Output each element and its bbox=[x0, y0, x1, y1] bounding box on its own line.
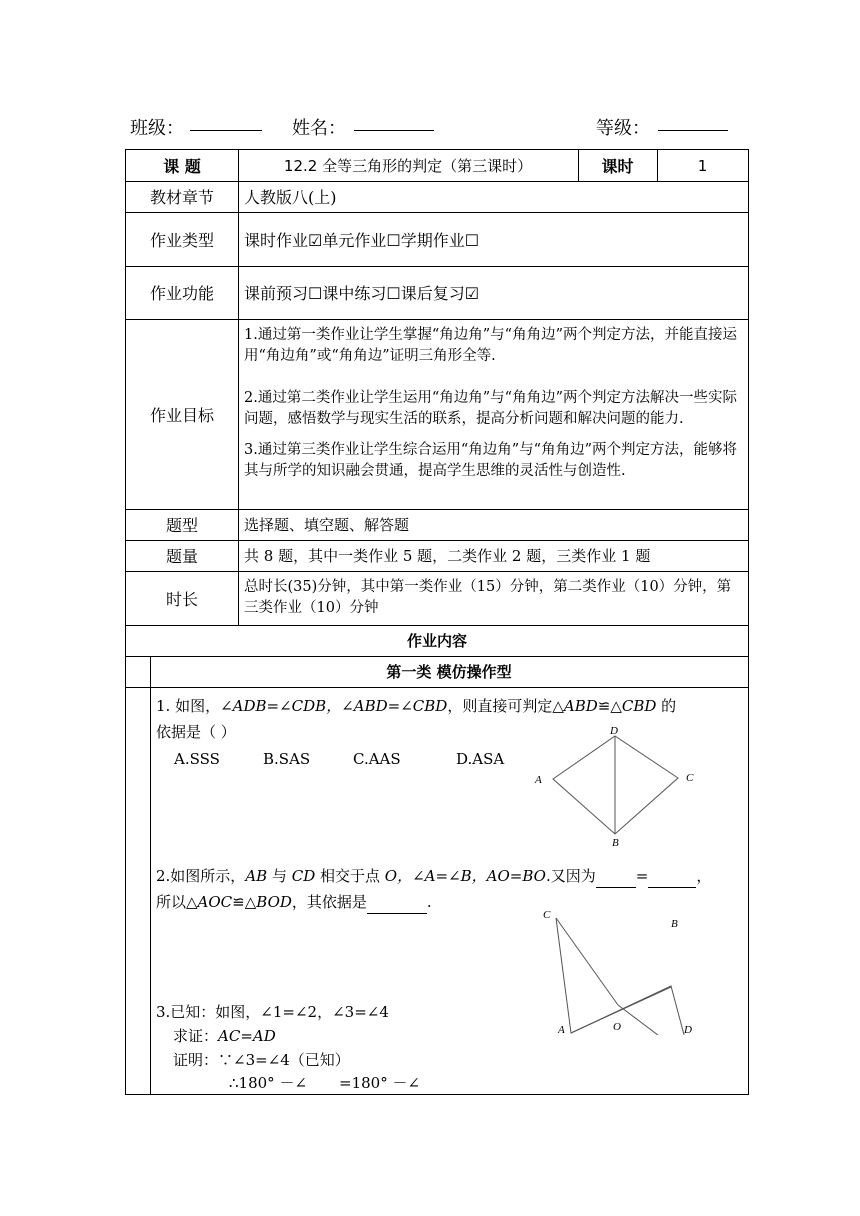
name-label: 姓名： bbox=[292, 118, 346, 139]
q3-prove: 求证：AC=AD bbox=[173, 1027, 276, 1045]
q1-option-b[interactable]: B.SAS bbox=[263, 750, 311, 768]
q1-line1: 1. 如图，∠ADB=∠CDB，∠ABD=∠CBD，则直接可判定△ABD≌△CBD 的 bbox=[156, 697, 677, 715]
q2-blank-3[interactable] bbox=[367, 899, 427, 914]
header-line bbox=[130, 114, 740, 142]
qtype-value: 选择题、填空题、解答题 bbox=[244, 516, 410, 534]
type-label: 作业类型 bbox=[149, 230, 214, 250]
topic-value: 12.2 全等三角形的判定（第三课时） bbox=[283, 157, 533, 175]
qtype-label: 题型 bbox=[165, 516, 198, 535]
q2-line1: 2.如图所示，AB 与 CD 相交于点 O，∠A=∠B，AO=BO.又因为 = ， bbox=[156, 864, 711, 888]
duration-value: 总时长(35)分钟，其中第一类作业（15）分钟，第二类作业（10）分钟，第三类作业（10）分钟 bbox=[244, 579, 732, 616]
topic-label: 课 题 bbox=[163, 157, 201, 176]
q2-figure bbox=[536, 905, 716, 1035]
q1-line2: 依据是（ ） bbox=[156, 723, 236, 741]
q3-blank-2[interactable] bbox=[420, 1080, 456, 1095]
chapter-label: 教材章节 bbox=[149, 188, 214, 207]
q2-point-c: C bbox=[543, 909, 551, 921]
q2-point-a: A bbox=[558, 1024, 565, 1035]
q1-point-c: C bbox=[686, 772, 694, 784]
duration-label: 时长 bbox=[165, 589, 198, 609]
q1-option-c[interactable]: C.AAS bbox=[353, 750, 401, 768]
content-title: 作业内容 bbox=[406, 632, 467, 650]
class-label: 班级： bbox=[130, 118, 184, 139]
q1-option-d[interactable]: D.ASA bbox=[456, 750, 505, 768]
qcount-label: 题量 bbox=[165, 547, 198, 566]
goal-label: 作业目标 bbox=[149, 405, 214, 425]
grade-label: 等级： bbox=[596, 118, 650, 139]
q2-point-d: D bbox=[684, 1024, 692, 1035]
q2-blank-1[interactable] bbox=[596, 873, 636, 888]
q1-figure bbox=[526, 725, 706, 847]
goal-3: 3.通过第三类作业让学生综合运用“角边角”与“角角边”两个判定方法，能够将其与所学的知识融会贯通，提高学生思维的灵活性与创造性. bbox=[244, 442, 737, 479]
period-value: 1 bbox=[697, 156, 708, 175]
type-value: 课时作业☑单元作业☐学期作业☐ bbox=[244, 230, 480, 250]
section-title: 第一类 模仿操作型 bbox=[386, 663, 512, 681]
period-label: 课时 bbox=[601, 157, 634, 176]
worksheet-table bbox=[125, 149, 749, 1095]
q3-blank-1[interactable] bbox=[307, 1080, 339, 1095]
goal-2: 2.通过第二类作业让学生运用“角边角”与“角角边”两个判定方法解决一些实际问题，感悟数学与现实生活的联系，提高分析问题和解决问题的能力. bbox=[244, 390, 737, 427]
q3-proof-line1: 证明：∵∠3=∠4（已知） bbox=[173, 1051, 350, 1069]
q1-point-d: D bbox=[610, 725, 618, 737]
q1-option-a[interactable]: A.SSS bbox=[174, 750, 220, 768]
q3-line1: 3.已知：如图，∠1=∠2，∠3=∠4 bbox=[156, 1003, 389, 1021]
goal-1: 1.通过第一类作业让学生掌握“角边角”与“角角边”两个判定方法，并能直接运用“角边角”或“角角边”证明三角形全等. bbox=[244, 327, 737, 364]
q2-blank-2[interactable] bbox=[648, 873, 696, 888]
function-label: 作业功能 bbox=[149, 284, 214, 303]
function-value: 课前预习☐课中练习☐课后复习☑ bbox=[244, 284, 480, 303]
q3-proof-line2: ∴180° －∠ =180° －∠ bbox=[229, 1071, 456, 1095]
q1-point-b: B bbox=[612, 837, 619, 847]
q2-point-b: B bbox=[671, 918, 678, 930]
q2-line2: 所以△AOC≌△BOD，其依据是 . bbox=[156, 890, 432, 914]
q1-point-a: A bbox=[535, 774, 542, 786]
qcount-value: 共 8 题，其中一类作业 5 题，二类作业 2 题，三类作业 1 题 bbox=[244, 547, 651, 565]
chapter-value: 人教版八(上) bbox=[244, 188, 337, 207]
q2-point-o: O bbox=[613, 1021, 621, 1033]
